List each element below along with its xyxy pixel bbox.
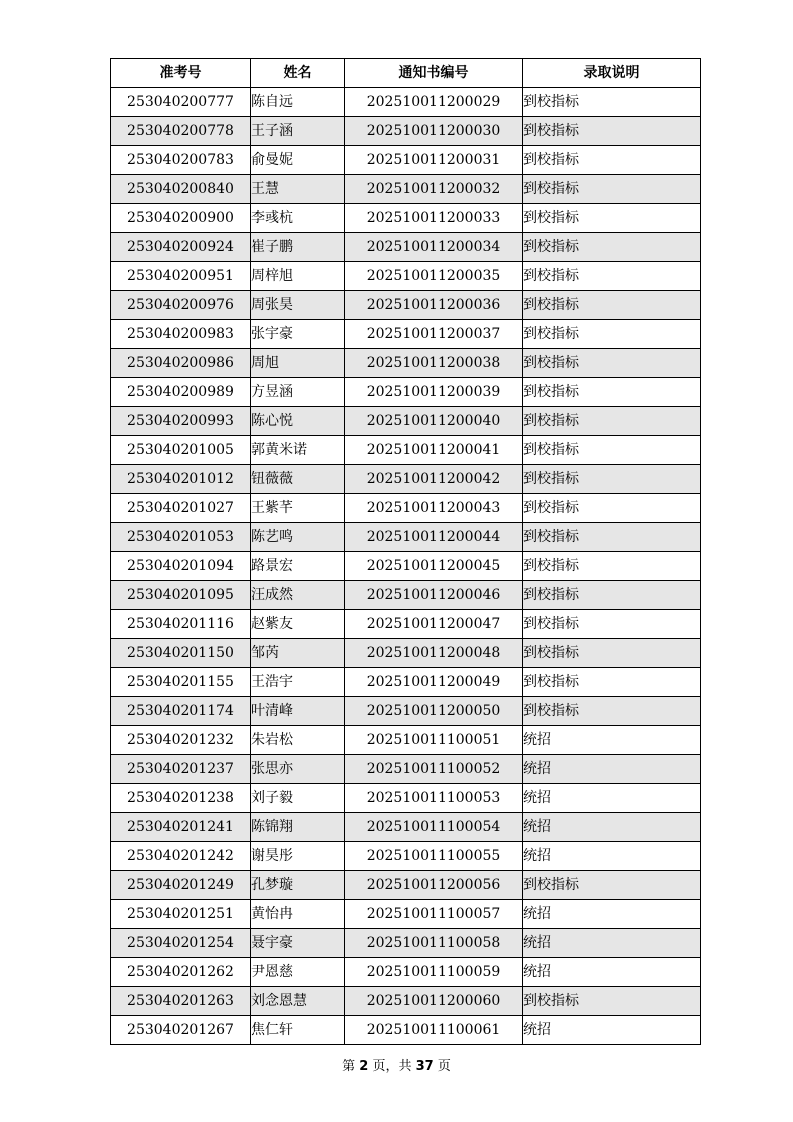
admission-note-cell: 统招: [523, 726, 701, 755]
table-row: [111, 88, 701, 117]
name-cell: 王子涵: [251, 117, 345, 146]
table-row: [111, 378, 701, 407]
notice-number-cell: 202510011200033: [345, 204, 523, 233]
table-row: [111, 436, 701, 465]
notice-number-cell: 202510011200048: [345, 639, 523, 668]
notice-number-cell: 202510011200044: [345, 523, 523, 552]
table-row: [111, 726, 701, 755]
exam-id-cell: 253040200777: [111, 88, 251, 117]
exam-id-cell: 253040200976: [111, 291, 251, 320]
exam-id-cell: 253040201254: [111, 929, 251, 958]
name-cell: 王浩宇: [251, 668, 345, 697]
table-row: [111, 668, 701, 697]
name-cell: 赵紫友: [251, 610, 345, 639]
notice-number-cell: 202510011200040: [345, 407, 523, 436]
name-cell: 钮薇薇: [251, 465, 345, 494]
notice-number-cell: 202510011200047: [345, 610, 523, 639]
notice-number-cell: 202510011200042: [345, 465, 523, 494]
admission-note-cell: 到校指标: [523, 639, 701, 668]
notice-number-cell: 202510011200032: [345, 175, 523, 204]
exam-id-cell: 253040201263: [111, 987, 251, 1016]
table-row: [111, 581, 701, 610]
notice-number-cell: 202510011200056: [345, 871, 523, 900]
name-cell: 谢昊彤: [251, 842, 345, 871]
admission-note-cell: 到校指标: [523, 465, 701, 494]
table-row: [111, 117, 701, 146]
table-row: [111, 958, 701, 987]
page-footer: [0, 1055, 793, 1074]
name-cell: 陈锦翔: [251, 813, 345, 842]
exam-id-cell: 253040201237: [111, 755, 251, 784]
name-cell: 邹芮: [251, 639, 345, 668]
table-row: [111, 146, 701, 175]
exam-id-cell: 253040200778: [111, 117, 251, 146]
exam-id-cell: 253040201241: [111, 813, 251, 842]
notice-number-cell: 202510011200029: [345, 88, 523, 117]
admission-note-cell: 到校指标: [523, 233, 701, 262]
name-cell: 陈自远: [251, 88, 345, 117]
exam-id-cell: 253040200783: [111, 146, 251, 175]
name-cell: 崔子鹏: [251, 233, 345, 262]
admission-note-cell: 到校指标: [523, 697, 701, 726]
table-row: [111, 1016, 701, 1045]
footer-suffix: 页: [437, 1059, 451, 1074]
exam-id-cell: 253040200989: [111, 378, 251, 407]
table-row: [111, 349, 701, 378]
exam-id-cell: 253040201232: [111, 726, 251, 755]
admission-note-cell: 到校指标: [523, 320, 701, 349]
table-row: [111, 291, 701, 320]
footer-prefix: 第: [342, 1059, 356, 1074]
name-cell: 陈艺鸣: [251, 523, 345, 552]
name-cell: 张思亦: [251, 755, 345, 784]
name-cell: 陈心悦: [251, 407, 345, 436]
admission-note-cell: 到校指标: [523, 349, 701, 378]
table-body: [111, 88, 701, 1045]
current-page-number: 2: [359, 1059, 369, 1074]
admission-note-cell: 统招: [523, 929, 701, 958]
exam-id-cell: 253040200983: [111, 320, 251, 349]
admission-note-cell: 到校指标: [523, 436, 701, 465]
admission-note-cell: 到校指标: [523, 407, 701, 436]
exam-id-cell: 253040201267: [111, 1016, 251, 1045]
header-notice-number: 通知书编号: [345, 59, 523, 88]
name-cell: 朱岩松: [251, 726, 345, 755]
table-row: [111, 784, 701, 813]
admission-note-cell: 到校指标: [523, 523, 701, 552]
table-row: [111, 755, 701, 784]
exam-id-cell: 253040201053: [111, 523, 251, 552]
admission-note-cell: 统招: [523, 755, 701, 784]
exam-id-cell: 253040200924: [111, 233, 251, 262]
notice-number-cell: 202510011200030: [345, 117, 523, 146]
name-cell: 周张昊: [251, 291, 345, 320]
notice-number-cell: 202510011200050: [345, 697, 523, 726]
admission-note-cell: 到校指标: [523, 117, 701, 146]
admission-note-cell: 统招: [523, 1016, 701, 1045]
exam-id-cell: 253040201095: [111, 581, 251, 610]
exam-id-cell: 253040201249: [111, 871, 251, 900]
admission-note-cell: 到校指标: [523, 494, 701, 523]
admission-table: [110, 58, 701, 1045]
name-cell: 尹恩慈: [251, 958, 345, 987]
notice-number-cell: 202510011200060: [345, 987, 523, 1016]
name-cell: 黄怡冉: [251, 900, 345, 929]
table-row: [111, 900, 701, 929]
notice-number-cell: 202510011100058: [345, 929, 523, 958]
admission-note-cell: 到校指标: [523, 378, 701, 407]
admission-note-cell: 到校指标: [523, 291, 701, 320]
name-cell: 张宇豪: [251, 320, 345, 349]
exam-id-cell: 253040200951: [111, 262, 251, 291]
name-cell: 王紫芊: [251, 494, 345, 523]
header-admission-note: 录取说明: [523, 59, 701, 88]
name-cell: 路景宏: [251, 552, 345, 581]
notice-number-cell: 202510011100054: [345, 813, 523, 842]
notice-number-cell: 202510011200046: [345, 581, 523, 610]
table-row: [111, 929, 701, 958]
table-row: [111, 813, 701, 842]
table-row: [111, 204, 701, 233]
exam-id-cell: 253040201242: [111, 842, 251, 871]
admission-note-cell: 到校指标: [523, 610, 701, 639]
name-cell: 刘念恩慧: [251, 987, 345, 1016]
admission-note-cell: 到校指标: [523, 871, 701, 900]
admission-note-cell: 到校指标: [523, 262, 701, 291]
exam-id-cell: 253040200900: [111, 204, 251, 233]
notice-number-cell: 202510011100055: [345, 842, 523, 871]
exam-id-cell: 253040200986: [111, 349, 251, 378]
notice-number-cell: 202510011100052: [345, 755, 523, 784]
table-header-row: [111, 59, 701, 88]
exam-id-cell: 253040201262: [111, 958, 251, 987]
exam-id-cell: 253040201012: [111, 465, 251, 494]
notice-number-cell: 202510011100057: [345, 900, 523, 929]
admission-note-cell: 到校指标: [523, 146, 701, 175]
table-row: [111, 552, 701, 581]
notice-number-cell: 202510011200038: [345, 349, 523, 378]
notice-number-cell: 202510011200035: [345, 262, 523, 291]
notice-number-cell: 202510011200045: [345, 552, 523, 581]
name-cell: 王慧: [251, 175, 345, 204]
header-name: 姓名: [251, 59, 345, 88]
total-page-count: 37: [415, 1059, 434, 1074]
notice-number-cell: 202510011100061: [345, 1016, 523, 1045]
exam-id-cell: 253040201238: [111, 784, 251, 813]
admission-note-cell: 到校指标: [523, 581, 701, 610]
table-row: [111, 175, 701, 204]
admission-note-cell: 到校指标: [523, 987, 701, 1016]
exam-id-cell: 253040201005: [111, 436, 251, 465]
admission-note-cell: 统招: [523, 842, 701, 871]
table-row: [111, 233, 701, 262]
notice-number-cell: 202510011100053: [345, 784, 523, 813]
table-row: [111, 262, 701, 291]
notice-number-cell: 202510011200037: [345, 320, 523, 349]
notice-number-cell: 202510011100051: [345, 726, 523, 755]
admission-note-cell: 统招: [523, 900, 701, 929]
admission-note-cell: 到校指标: [523, 668, 701, 697]
exam-id-cell: 253040201174: [111, 697, 251, 726]
name-cell: 郭黄米诺: [251, 436, 345, 465]
exam-id-cell: 253040200993: [111, 407, 251, 436]
admission-note-cell: 到校指标: [523, 175, 701, 204]
table-row: [111, 639, 701, 668]
exam-id-cell: 253040200840: [111, 175, 251, 204]
table-row: [111, 987, 701, 1016]
table-row: [111, 842, 701, 871]
table-row: [111, 610, 701, 639]
notice-number-cell: 202510011200034: [345, 233, 523, 262]
notice-number-cell: 202510011200043: [345, 494, 523, 523]
name-cell: 方昱涵: [251, 378, 345, 407]
admission-note-cell: 统招: [523, 784, 701, 813]
name-cell: 周梓旭: [251, 262, 345, 291]
name-cell: 俞曼妮: [251, 146, 345, 175]
exam-id-cell: 253040201027: [111, 494, 251, 523]
table-row: [111, 494, 701, 523]
admission-note-cell: 到校指标: [523, 88, 701, 117]
name-cell: 孔梦璇: [251, 871, 345, 900]
table-row: [111, 871, 701, 900]
table-row: [111, 407, 701, 436]
admission-note-cell: 统招: [523, 958, 701, 987]
name-cell: 周旭: [251, 349, 345, 378]
admission-note-cell: 到校指标: [523, 204, 701, 233]
exam-id-cell: 253040201150: [111, 639, 251, 668]
exam-id-cell: 253040201251: [111, 900, 251, 929]
exam-id-cell: 253040201094: [111, 552, 251, 581]
name-cell: 刘子毅: [251, 784, 345, 813]
footer-middle: 页，共: [372, 1059, 412, 1074]
admission-note-cell: 统招: [523, 813, 701, 842]
exam-id-cell: 253040201155: [111, 668, 251, 697]
name-cell: 汪成然: [251, 581, 345, 610]
notice-number-cell: 202510011100059: [345, 958, 523, 987]
header-exam-id: 准考号: [111, 59, 251, 88]
name-cell: 聂宇豪: [251, 929, 345, 958]
notice-number-cell: 202510011200036: [345, 291, 523, 320]
name-cell: 李彧杭: [251, 204, 345, 233]
notice-number-cell: 202510011200049: [345, 668, 523, 697]
table-row: [111, 320, 701, 349]
exam-id-cell: 253040201116: [111, 610, 251, 639]
notice-number-cell: 202510011200041: [345, 436, 523, 465]
admission-note-cell: 到校指标: [523, 552, 701, 581]
table-row: [111, 697, 701, 726]
name-cell: 叶清峰: [251, 697, 345, 726]
table-row: [111, 523, 701, 552]
name-cell: 焦仁轩: [251, 1016, 345, 1045]
notice-number-cell: 202510011200031: [345, 146, 523, 175]
notice-number-cell: 202510011200039: [345, 378, 523, 407]
table-row: [111, 465, 701, 494]
